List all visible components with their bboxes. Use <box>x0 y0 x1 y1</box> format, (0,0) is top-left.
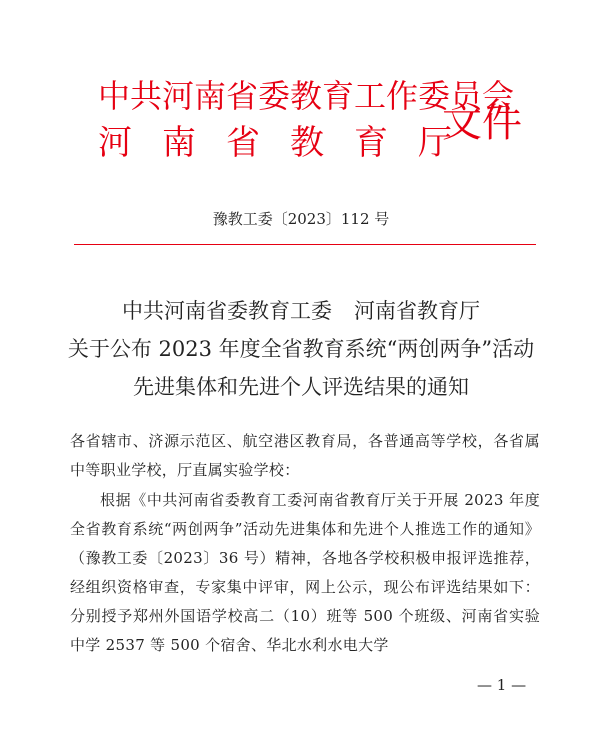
issuer-education-department: 河南省教育厅 <box>98 123 482 163</box>
page-number: — 1 — <box>477 676 527 694</box>
title-line-1 <box>0 301 602 322</box>
title-line-2: 关于公布 2023 年度全省教育系统“两创两争”活动 <box>67 337 535 361</box>
title-line-3: 先进集体和先进个人评选结果的通知 <box>133 375 469 399</box>
title-issuer-b: 河南省教育厅 <box>354 299 480 323</box>
title-issuer-a: 中共河南省委教育工委 <box>122 299 332 323</box>
salutation: 各省辖市、济源示范区、航空港区教育局，各普通高等学校，各省属中等职业学校，厅直属实验学校： <box>70 432 540 479</box>
document-number: 豫教工委〔2023〕112 号 <box>212 210 390 228</box>
issuer-party-committee: 中共河南省委教育工作委员会 <box>98 77 515 115</box>
document-label: 文件 <box>442 100 522 146</box>
red-divider-line <box>74 244 536 245</box>
body-paragraph: 根据《中共河南省委教育工委河南省教育厅关于开展 2023 年度全省教育系统“两创两争”活动先进集体和先进个人推选工作的通知》（豫教工委〔2023〕36 号）精神，各地各学校积极申报评选推荐，经组织资格审查，专家集中评审，网上公示，现公布评选结果如下：分别授予郑州外国语学校高二（10）班等 500 个班级、河南省实验中学 2537 等 500 个宿舍、华北水利水电大学 <box>70 491 540 654</box>
